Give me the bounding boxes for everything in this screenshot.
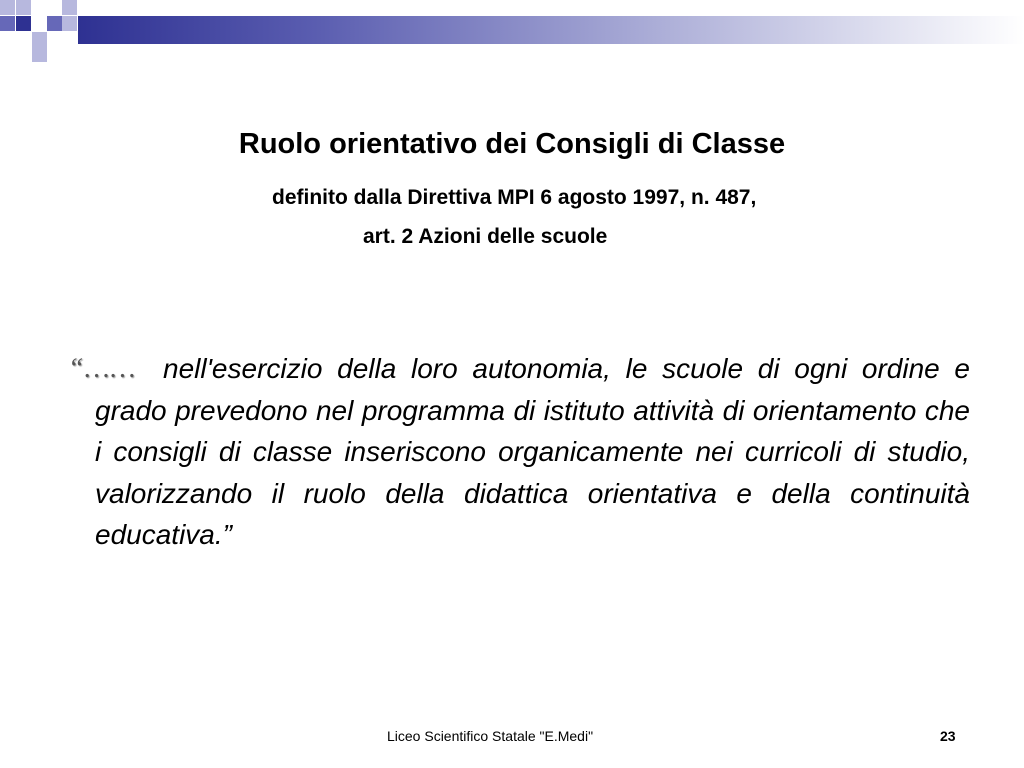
decor-square [62, 0, 77, 15]
decor-square [16, 0, 31, 15]
decor-square [0, 0, 15, 15]
decor-square [0, 16, 15, 31]
quote-block [68, 348, 970, 556]
decor-square [32, 47, 47, 62]
quote-text: nell'esercizio della loro autonomia, le scuole di ogni ordine e grado prevedono nel programma di istituto attività di orientamento che i consigli di classe inseriscono organicamente nei curricoli di studio, valorizzando il ruolo della didattica orientativa e della continuità educativa.” [95, 353, 970, 550]
header-gradient-bar [78, 16, 1024, 44]
quote-open-mark: “…… [68, 353, 137, 384]
page-number: 23 [940, 728, 956, 744]
slide-subtitle-line2: art. 2 Azioni delle scuole [363, 225, 608, 248]
footer-institution: Liceo Scientifico Statale "E.Medi" [387, 728, 594, 744]
decor-square [16, 16, 31, 31]
decor-square [32, 32, 47, 47]
decor-square [47, 16, 62, 31]
slide-subtitle-line1: definito dalla Direttiva MPI 6 agosto 1997, n. 487, [272, 186, 757, 209]
slide-title: Ruolo orientativo dei Consigli di Classe [238, 128, 786, 160]
decor-square [62, 16, 77, 31]
